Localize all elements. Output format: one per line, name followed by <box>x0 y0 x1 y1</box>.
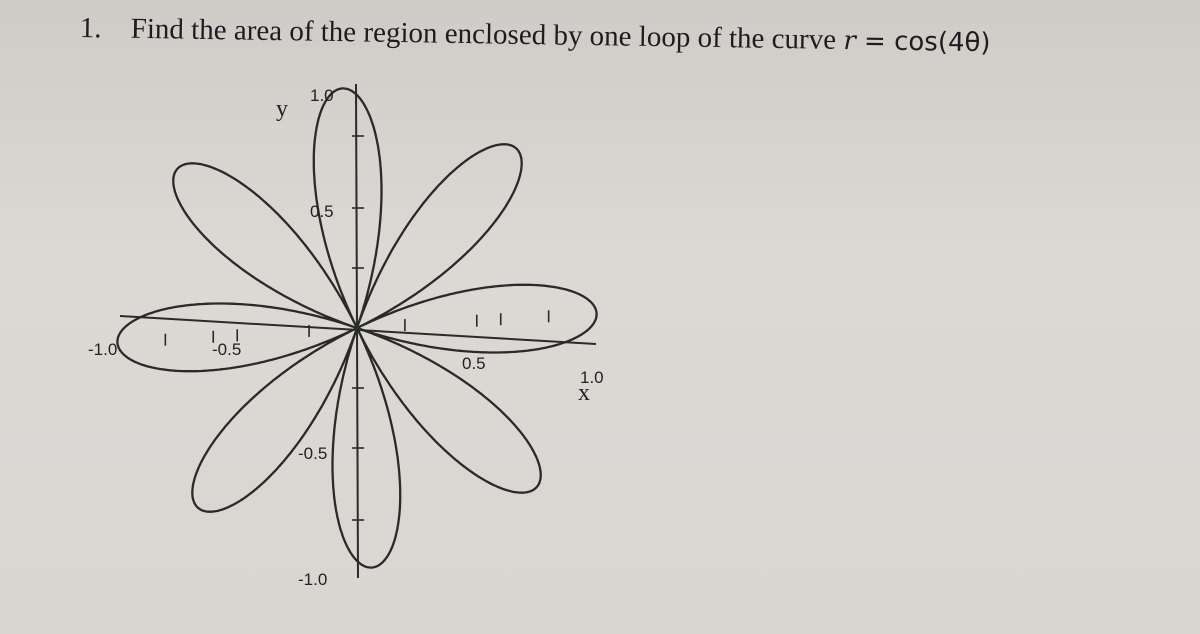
tick-label-y-bottom: -1.0 <box>298 570 328 589</box>
tick-label-y-top: 1.0 <box>310 86 334 105</box>
problem-number: 1. <box>79 12 102 45</box>
tick-label-x-half: 0.5 <box>462 354 486 373</box>
y-axis-label: y <box>276 96 288 122</box>
equation-equals: = <box>863 26 887 57</box>
tick-label-y-half: 0.5 <box>310 202 334 221</box>
tick-label-y-neg-half: -0.5 <box>298 444 328 463</box>
tick-label-x-neg-half: -0.5 <box>212 340 242 359</box>
problem-text: Find the area of the region enclosed by one loop of the curve <box>130 12 837 56</box>
tick-label-x-right: 1.0 <box>580 368 604 387</box>
equation-variable: r <box>843 25 856 57</box>
x-axis-label: x <box>578 380 590 406</box>
equation-function: cos(4θ) <box>893 26 991 59</box>
tick-label-x-left: -1.0 <box>88 340 118 359</box>
